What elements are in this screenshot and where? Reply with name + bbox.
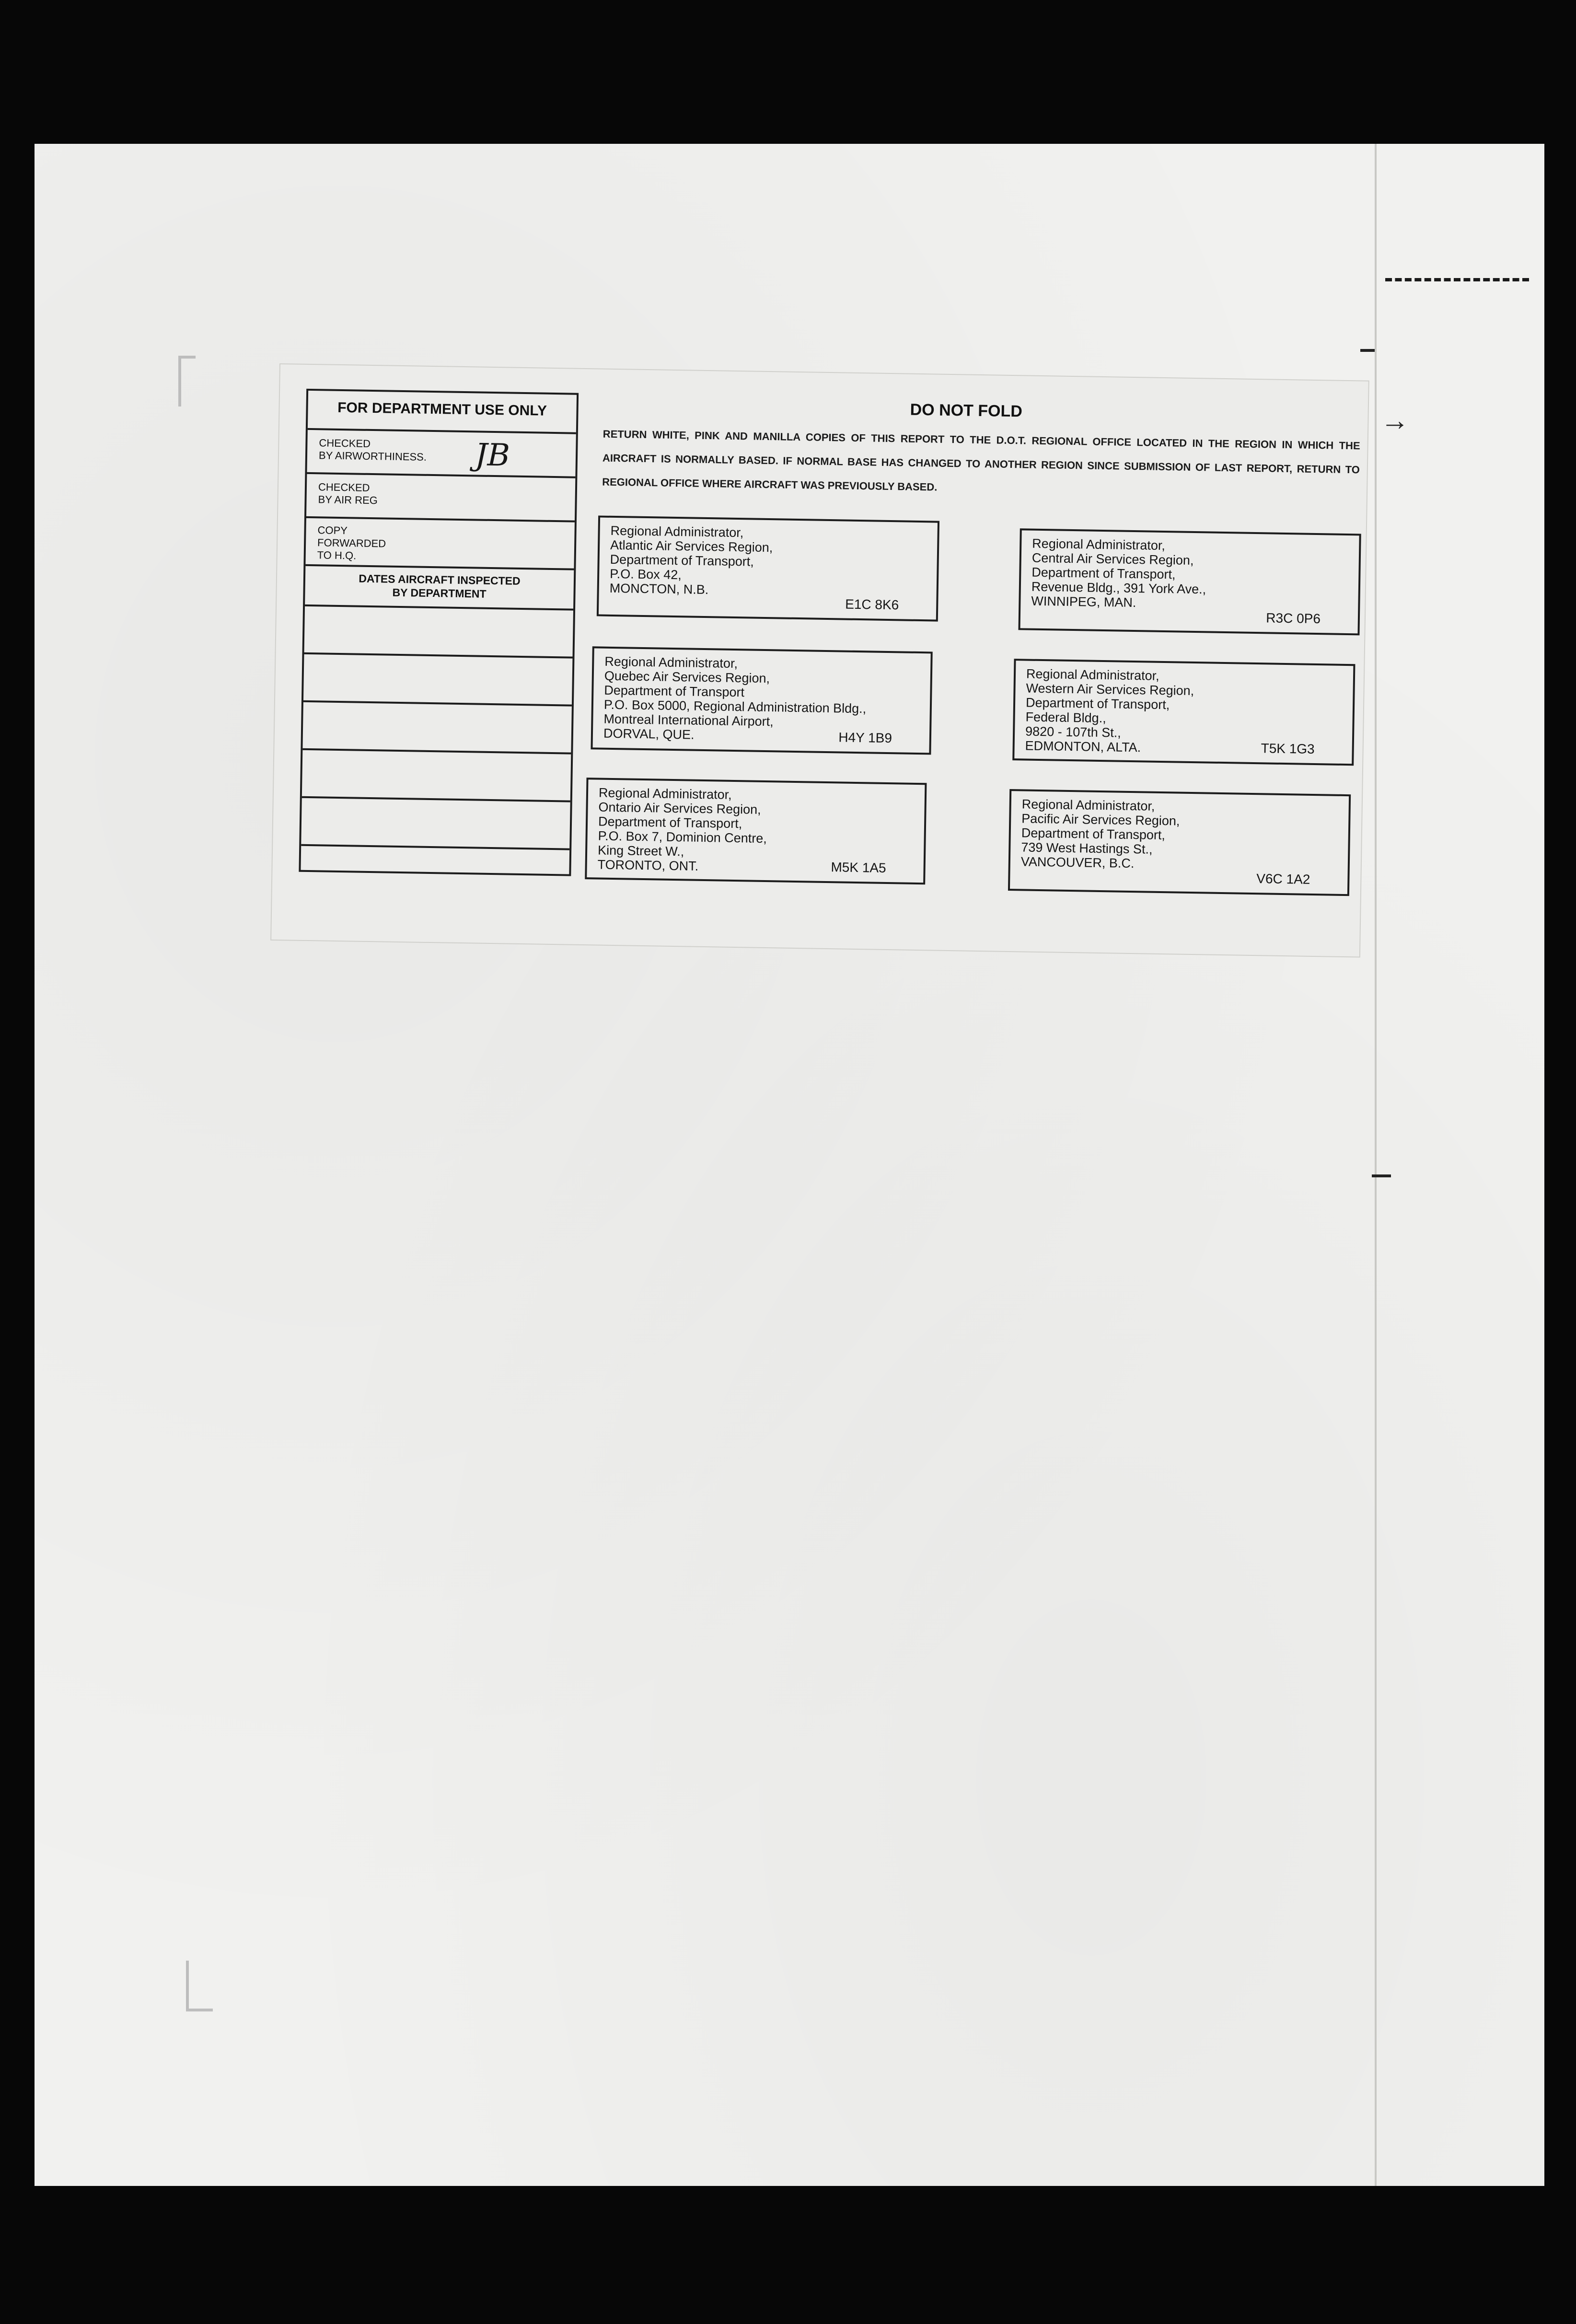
checked-airworthiness-label: CHECKED BY AIRWORTHINESS. bbox=[318, 437, 427, 463]
checked-air-reg-label: CHECKED BY AIR REG bbox=[318, 481, 378, 507]
postal-code: M5K 1A5 bbox=[831, 860, 886, 875]
postal-code: E1C 8K6 bbox=[845, 596, 899, 613]
address-western: Regional Administrator, Western Air Services Region, Department of Transport, Federal Bldg., 9820 - 107th St., EDMONTON, ALTA. T5K 1G3 bbox=[1012, 659, 1355, 766]
inspection-date-row[interactable] bbox=[304, 606, 574, 659]
department-title: FOR DEPARTMENT USE ONLY bbox=[337, 399, 547, 419]
corner-bracket-top bbox=[178, 356, 196, 407]
corner-bracket-bottom bbox=[186, 1961, 213, 2011]
postal-code: R3C 0P6 bbox=[1266, 610, 1321, 627]
checked-airworthiness-row bbox=[307, 430, 576, 478]
do-not-fold-heading: DO NOT FOLD bbox=[910, 400, 1023, 421]
dates-inspected-header-row bbox=[305, 566, 574, 611]
postal-code: H4Y 1B9 bbox=[838, 730, 892, 746]
department-use-box bbox=[299, 389, 579, 876]
postal-code: T5K 1G3 bbox=[1261, 741, 1315, 756]
inspection-date-row[interactable] bbox=[302, 750, 571, 802]
address-ontario: Regional Administrator, Ontario Air Services Region, Department of Transport, P.O. Box 7, Dominion Centre, King Street W., TORONTO, ONT. M5K 1A5 bbox=[585, 778, 927, 884]
inspection-date-row[interactable] bbox=[303, 654, 573, 707]
copy-forwarded-label: COPY FORWARDED TO H.Q. bbox=[317, 524, 386, 562]
address-central: Regional Administrator, Central Air Services Region, Department of Transport, Revenue Bldg., 391 York Ave., WINNIPEG, MAN. R3C 0P6 bbox=[1018, 528, 1361, 635]
inspection-date-row[interactable] bbox=[301, 798, 570, 850]
department-title-row bbox=[308, 391, 577, 434]
address-quebec: Regional Administrator, Quebec Air Services Region, Department of Transport P.O. Box 5000, Regional Administration Bldg., Montreal International Airport, DORVAL, QUE. H4Y 1B9 bbox=[591, 646, 932, 755]
copy-forwarded-row bbox=[305, 518, 575, 570]
registration-mark bbox=[1372, 1174, 1391, 1177]
dashed-margin-line bbox=[1385, 278, 1529, 281]
dates-inspected-label: DATES AIRCRAFT INSPECTED BY DEPARTMENT bbox=[359, 572, 521, 600]
address-atlantic: Regional Administrator, Atlantic Air Services Region, Department of Transport, P.O. Box 42, MONCTON, N.B. E1C 8K6 bbox=[597, 515, 939, 621]
return-instruction-card bbox=[271, 364, 1368, 957]
checked-air-reg-row bbox=[306, 474, 575, 523]
arrow-icon: → bbox=[1380, 404, 1409, 436]
address-pacific: Regional Administrator, Pacific Air Services Region, Department of Transport, 739 West Hastings St., VANCOUVER, B.C. V6C 1A2 bbox=[1008, 789, 1351, 896]
registration-mark bbox=[1360, 349, 1375, 352]
inspection-date-row[interactable] bbox=[302, 702, 572, 755]
handwritten-initials: JB bbox=[475, 437, 510, 474]
sheet-edge-line bbox=[1375, 144, 1377, 2186]
return-instructions: RETURN WHITE, PINK AND MANILLA COPIES OF THIS REPORT TO THE D.O.T. REGIONAL OFFICE LOCATED IN THE REGION IN WHICH THE AIRCRAFT IS NORMALLY BASED. IF NORMAL BASE HAS CHANGED TO ANOTHER REGION SINCE SUBMISSION OF LAST REPORT, RETURN TO REGIONAL OFFICE WHERE AIRCRAFT WAS PREVIOUSLY BASED. bbox=[602, 428, 1360, 493]
postal-code: V6C 1A2 bbox=[1256, 871, 1310, 887]
